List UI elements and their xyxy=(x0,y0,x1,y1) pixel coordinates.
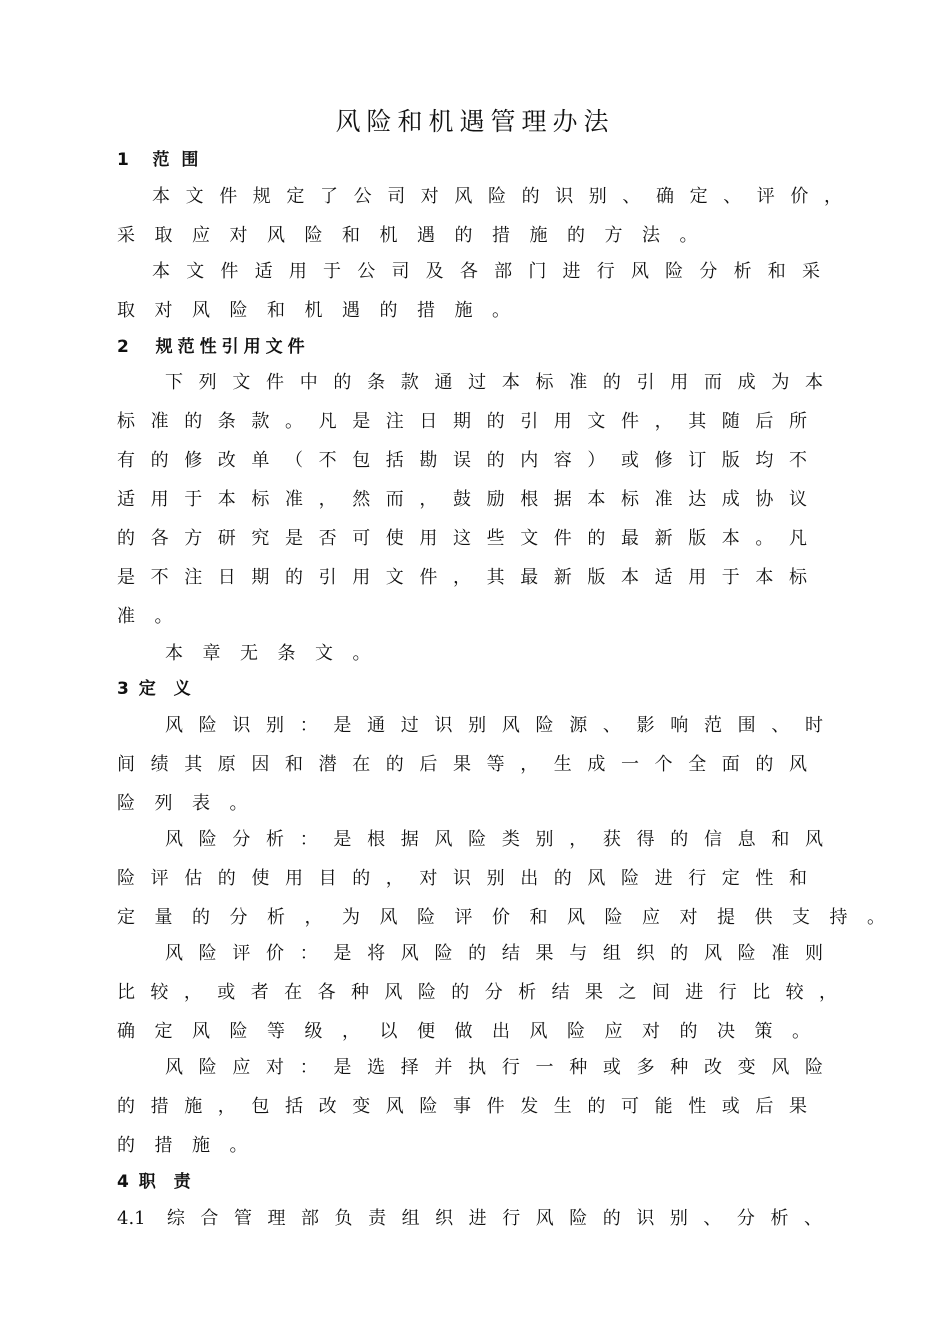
paragraph-line: 本章无条文。 xyxy=(165,643,390,664)
paragraph-line: 4.1 综合管理部负责组织进行风险的识别、分析、 xyxy=(117,1208,822,1229)
paragraph-line: 风险分析：是根据风险类别，获得的信息和风 xyxy=(165,829,823,850)
paragraph-line: 准。 xyxy=(117,606,192,627)
section-1-heading: 1 范 围 xyxy=(117,150,199,170)
paragraph-line: 风险应对：是选择并执行一种或多种改变风险 xyxy=(165,1057,823,1078)
paragraph-line: 有的修改单（不包括勘误的内容）或修订版均不 xyxy=(117,450,807,471)
paragraph-line: 间绩其原因和潜在的后果等，生成一个全面的风 xyxy=(117,754,807,775)
paragraph-line: 确定风险等级，以便做出风险应对的决策。 xyxy=(117,1021,830,1042)
paragraph-line: 风险评价：是将风险的结果与组织的风险准则 xyxy=(165,943,823,964)
section-2-heading: 2 规范性引用文件 xyxy=(117,337,310,357)
paragraph-line: 标准的条款。凡是注日期的引用文件，其随后所 xyxy=(117,411,807,432)
paragraph-line: 是不注日期的引用文件，其最新版本适用于本标 xyxy=(117,567,807,588)
paragraph-line: 本文件规定了公司对风险的识别、确定、评价， xyxy=(152,186,842,207)
paragraph-line: 取对风险和机遇的措施。 xyxy=(117,300,530,321)
paragraph-line: 适用于本标准，然而，鼓励根据本标准达成协议 xyxy=(117,489,807,510)
paragraph-line: 下列文件中的条款通过本标准的引用而成为本 xyxy=(165,372,823,393)
paragraph-line: 险列表。 xyxy=(117,793,267,814)
paragraph-line: 的各方研究是否可使用这些文件的最新版本。凡 xyxy=(117,528,807,549)
document-title: 风险和机遇管理办法 xyxy=(335,107,615,136)
section-4-heading: 4 职 责 xyxy=(117,1172,193,1192)
section-3-heading: 3 定 义 xyxy=(117,679,193,699)
paragraph-line: 定量的分析，为风险评价和风险应对提供支持。 xyxy=(117,907,905,928)
paragraph-line: 比较，或者在各种风险的分析结果之间进行比较， xyxy=(117,982,837,1003)
paragraph-line: 风险识别：是通过识别风险源、影响范围、时 xyxy=(165,715,823,736)
paragraph-line: 采取应对风险和机遇的措施的方法。 xyxy=(117,225,717,246)
paragraph-line: 的措施。 xyxy=(117,1135,267,1156)
paragraph-line: 本文件适用于公司及各部门进行风险分析和采 xyxy=(152,261,820,282)
paragraph-line: 险评估的使用目的，对识别出的风险进行定性和 xyxy=(117,868,807,889)
paragraph-line: 的措施，包括改变风险事件发生的可能性或后果 xyxy=(117,1096,807,1117)
